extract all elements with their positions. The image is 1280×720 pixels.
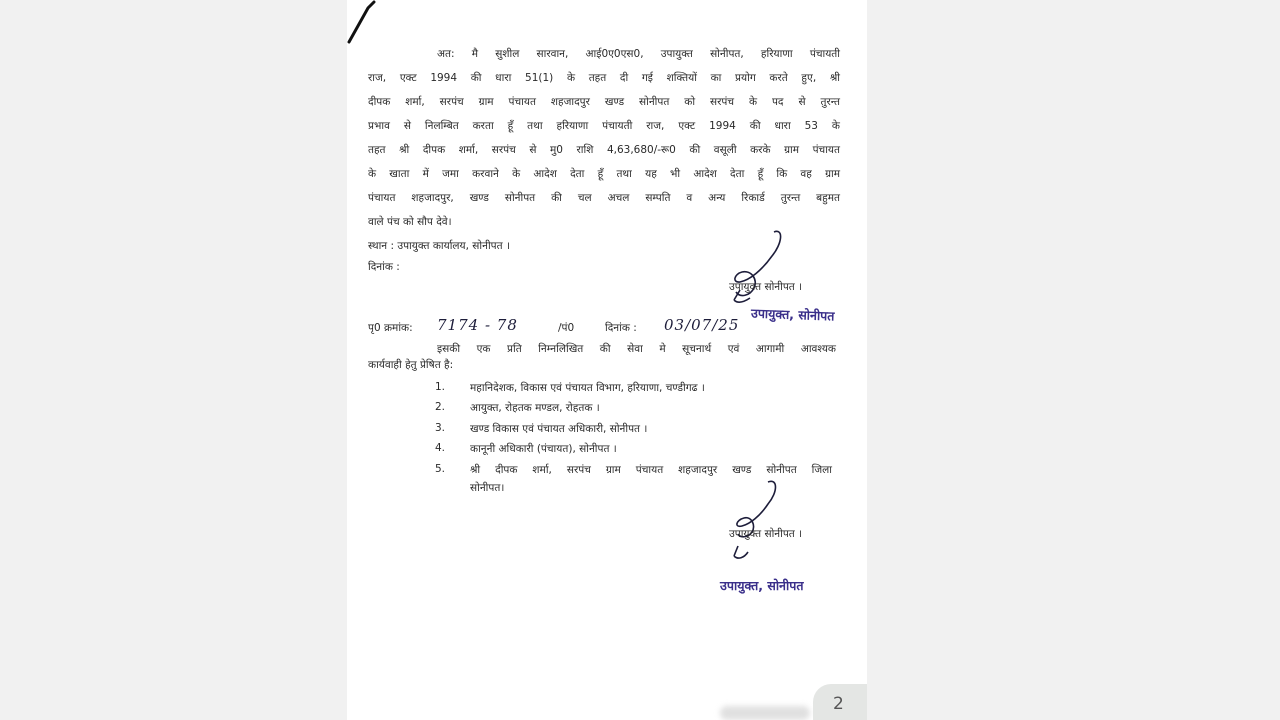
date-line: दिनांक :: [368, 261, 400, 273]
scan-smudge: [720, 706, 810, 720]
left-margin: [0, 0, 347, 720]
list-item-number: 1.: [435, 381, 446, 393]
endorsement-prefix: पृ0 क्रमांक:: [368, 322, 413, 334]
signatory-title: उपायुक्त सोनीपत ।: [729, 528, 803, 540]
endorsement-date-label: दिनांक :: [605, 322, 637, 334]
list-item-number: 5.: [435, 463, 446, 475]
list-item: श्री दीपक शर्मा, सरपंच ग्राम पंचायत शहजादपुर खण्ड सोनीपत जिला: [470, 464, 832, 476]
right-margin: [867, 0, 1280, 720]
page-number: 2: [833, 694, 844, 714]
paragraph-line: राज, एक्ट 1994 की धारा 51(1) के तहत दी गई शक्तियों का प्रयोग करते हुए, श्री: [368, 72, 840, 84]
copy-intro-line: इसकी एक प्रति निम्नलिखित की सेवा मे सूचनार्थ एवं आगामी आवश्यक: [437, 343, 836, 355]
list-item-continuation: सोनीपत।: [470, 482, 505, 494]
paragraph-line: अत: मै सुशील सारवान, आई0ए0एस0, उपायुक्त सोनीपत, हरियाणा पंचायती: [437, 48, 840, 60]
paragraph-line: तहत श्री दीपक शर्मा, सरपंच से मु0 राशि 4,63,680/-रू0 की वसूली करके ग्राम पंचायत: [368, 144, 840, 156]
paragraph-line: के खाता में जमा करवाने के आदेश देता हूँ तथा यह भी आदेश देता हूँ कि वह ग्राम: [368, 168, 840, 180]
list-item-number: 3.: [435, 422, 446, 434]
endorsement-date: 03/07/25: [664, 316, 740, 334]
pen-stroke-mark: [0, 0, 400, 60]
list-item: महानिदेशक, विकास एवं पंचायत विभाग, हरियाणा, चण्डीगढ ।: [470, 382, 705, 394]
signature-scribble: [728, 476, 788, 560]
list-item: खण्ड विकास एवं पंचायत अधिकारी, सोनीपत ।: [470, 423, 648, 435]
officer-stamp: उपायुक्त, सोनीपत: [750, 305, 835, 324]
paragraph-line: वाले पंच को सौप देवे।: [368, 216, 452, 228]
paragraph-line: प्रभाव से निलम्बित करता हूँ तथा हरियाणा पंचायती राज, एक्ट 1994 की धारा 53 के: [368, 120, 840, 132]
paragraph-line: पंचायत शहजादपुर, खण्ड सोनीपत की चल अचल सम्पति व अन्य रिकार्ड तुरन्त बहुमत: [368, 192, 840, 204]
copy-intro-line: कार्यवाही हेतु प्रेषित है:: [368, 359, 454, 371]
signatory-title: उपायुक्त सोनीपत ।: [729, 281, 803, 293]
officer-stamp: उपायुक्त, सोनीपत: [720, 578, 804, 593]
endorsement-number: 7174 - 78: [437, 316, 518, 334]
place-line: स्थान : उपायुक्त कार्यालय, सोनीपत ।: [368, 240, 510, 252]
signature-scribble: [728, 226, 788, 310]
list-item: आयुक्त, रोहतक मण्डल, रोहतक ।: [470, 402, 600, 414]
endorsement-suffix: /पं0: [558, 322, 575, 334]
list-item-number: 2.: [435, 401, 446, 413]
list-item: कानूनी अधिकारी (पंचायत), सोनीपत ।: [470, 443, 617, 455]
list-item-number: 4.: [435, 442, 446, 454]
paragraph-line: दीपक शर्मा, सरपंच ग्राम पंचायत शहजादपुर खण्ड सोनीपत को सरपंच के पद से तुरन्त: [368, 96, 840, 108]
